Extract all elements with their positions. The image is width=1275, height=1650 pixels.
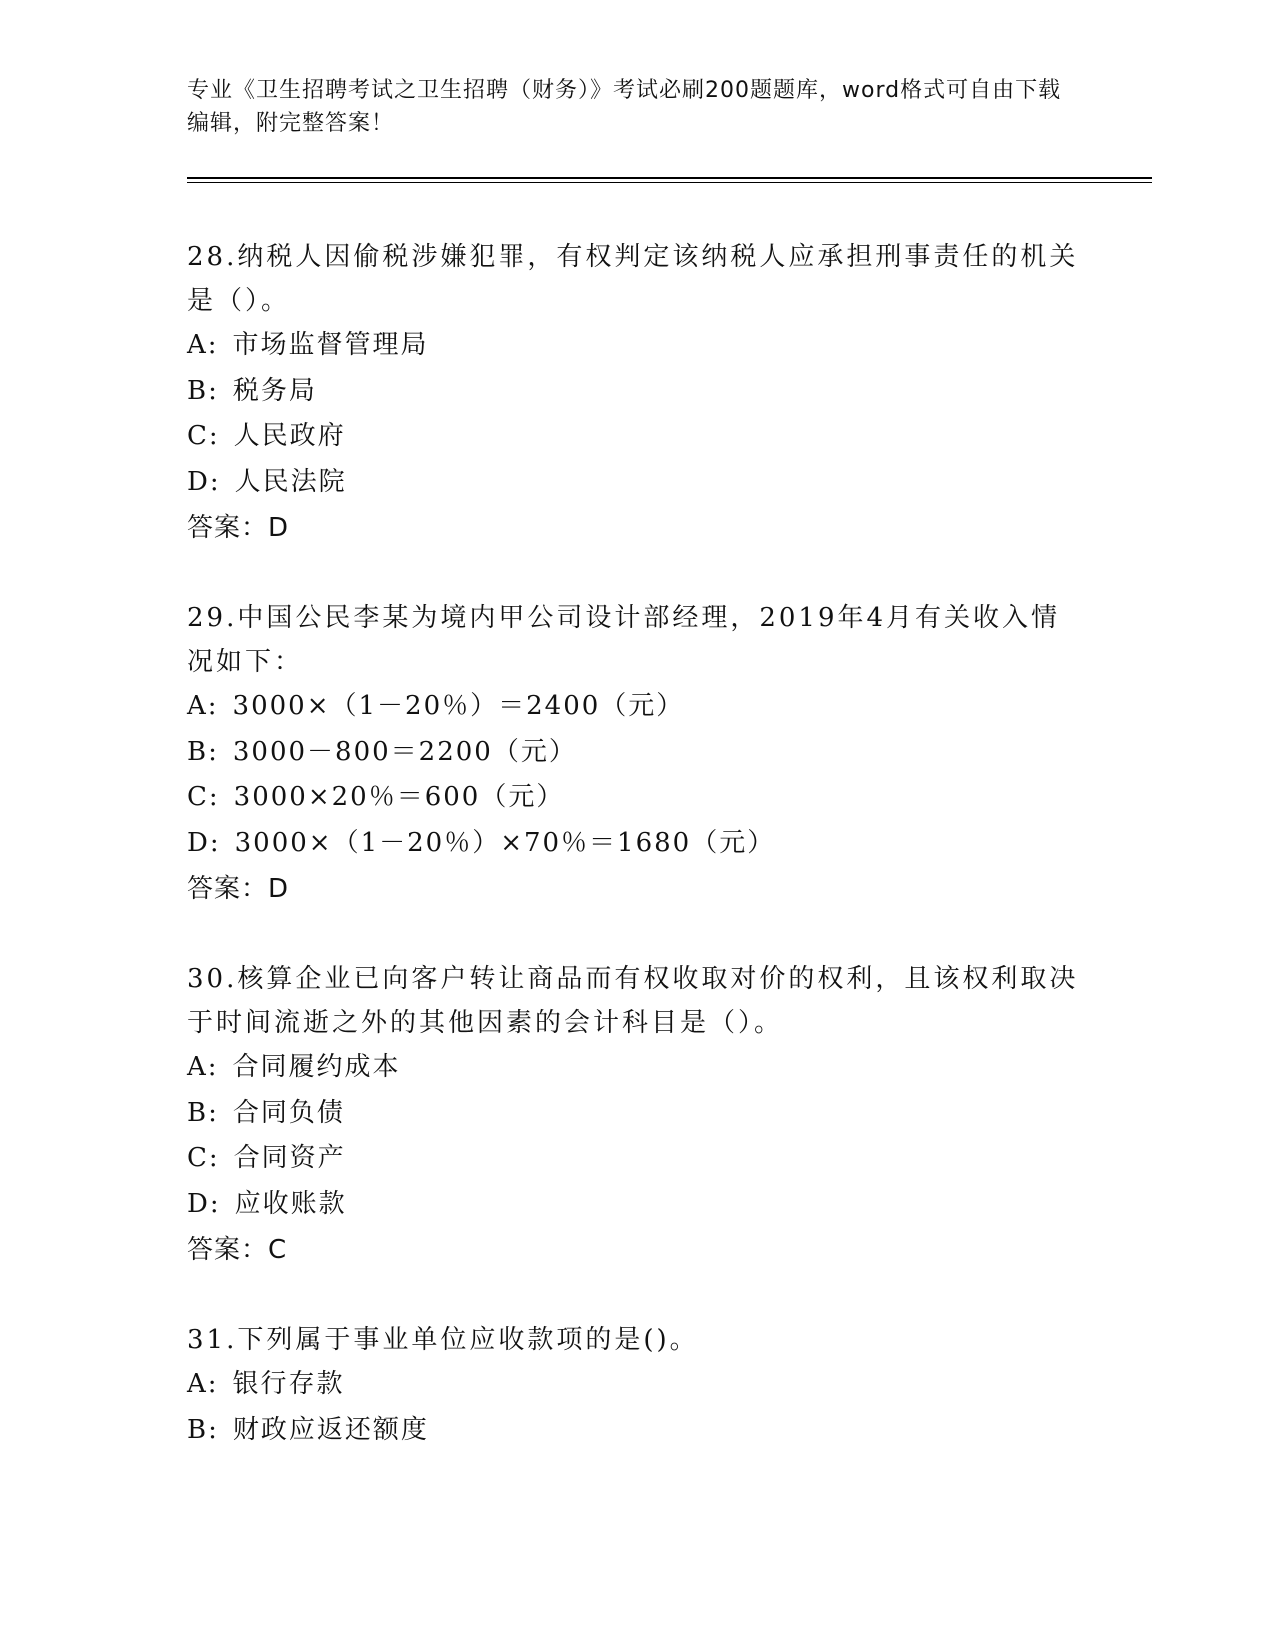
option-text: 合同履约成本 bbox=[232, 1052, 401, 1082]
option-label: A: bbox=[187, 1369, 219, 1399]
option-text: 3000×（1－20％）＝2400（元） bbox=[232, 691, 685, 721]
option-label: D: bbox=[187, 1188, 221, 1219]
option-label: D: bbox=[187, 466, 221, 497]
option-label: D: bbox=[187, 827, 221, 858]
header-divider bbox=[187, 177, 1152, 179]
question-list bbox=[187, 235, 1087, 1498]
option-b bbox=[187, 1408, 1087, 1454]
option-text: 合同资产 bbox=[233, 1143, 346, 1173]
document-intro: 专业《卫生招聘考试之卫生招聘（财务）》考试必刷200题题库，word格式可自由下载编辑，附完整答案！ bbox=[187, 78, 1062, 136]
option-label: A: bbox=[187, 330, 219, 360]
option-text: 税务局 bbox=[232, 375, 317, 406]
option-text: 人民法院 bbox=[234, 466, 347, 497]
option-text: 3000－800＝2200（元） bbox=[232, 736, 577, 767]
option-c bbox=[187, 775, 1087, 821]
option-label: C: bbox=[187, 1143, 220, 1173]
option-text: 3000×（1－20％）×70％＝1680（元） bbox=[234, 827, 776, 858]
option-text: 合同负债 bbox=[232, 1097, 345, 1128]
option-b bbox=[187, 730, 1087, 776]
option-text: 3000×20％＝600（元） bbox=[233, 782, 565, 812]
answer-line: 答案：C bbox=[187, 1235, 288, 1265]
question-28 bbox=[187, 235, 1087, 551]
option-d bbox=[187, 460, 1087, 506]
option-label: A: bbox=[187, 691, 219, 721]
option-text: 应收账款 bbox=[234, 1188, 347, 1219]
answer-line: 答案：D bbox=[187, 874, 290, 904]
answer-line: 答案：D bbox=[187, 513, 290, 543]
question-text: 29.中国公民李某为境内甲公司设计部经理，2019年4月有关收入情况如下： bbox=[187, 603, 1061, 677]
option-label: B: bbox=[187, 1097, 219, 1128]
option-d bbox=[187, 821, 1087, 867]
option-c bbox=[187, 414, 1087, 460]
option-b bbox=[187, 369, 1087, 415]
option-a bbox=[187, 1045, 1087, 1091]
question-text: 31.下列属于事业单位应收款项的是()。 bbox=[187, 1325, 699, 1355]
option-text: 财政应返还额度 bbox=[232, 1414, 429, 1445]
option-text: 市场监督管理局 bbox=[232, 330, 429, 360]
option-a bbox=[187, 323, 1087, 369]
question-31 bbox=[187, 1318, 1087, 1453]
question-29 bbox=[187, 596, 1087, 912]
option-d bbox=[187, 1182, 1087, 1228]
option-a bbox=[187, 1362, 1087, 1408]
option-a bbox=[187, 684, 1087, 730]
option-b bbox=[187, 1091, 1087, 1137]
option-label: B: bbox=[187, 736, 219, 767]
option-label: B: bbox=[187, 1414, 219, 1445]
question-text: 28.纳税人因偷税涉嫌犯罪，有权判定该纳税人应承担刑事责任的机关是（）。 bbox=[187, 242, 1079, 316]
option-text: 人民政府 bbox=[233, 421, 346, 451]
question-30 bbox=[187, 957, 1087, 1273]
option-label: A: bbox=[187, 1052, 219, 1082]
option-label: C: bbox=[187, 782, 220, 812]
option-c bbox=[187, 1136, 1087, 1182]
option-label: C: bbox=[187, 421, 220, 451]
question-text: 30.核算企业已向客户转让商品而有权收取对价的权利，且该权利取决于时间流逝之外的其他因素的会计科目是（）。 bbox=[187, 964, 1079, 1038]
option-text: 银行存款 bbox=[232, 1369, 345, 1399]
option-label: B: bbox=[187, 375, 219, 406]
header-divider-thin bbox=[187, 182, 1152, 183]
